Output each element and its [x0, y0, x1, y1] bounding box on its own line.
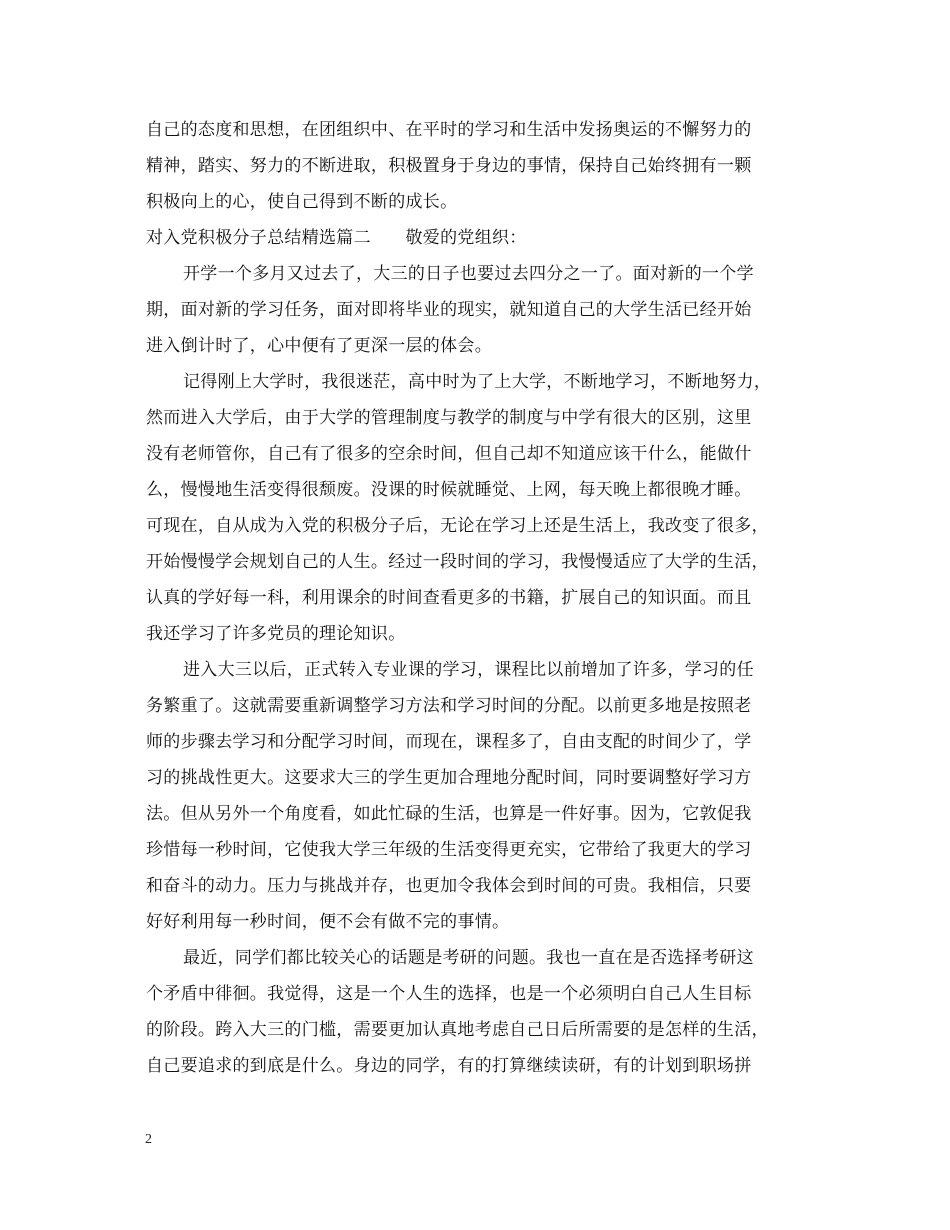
text-line: 开学一个多月又过去了，大三的日子也要过去四分之一了。面对新的一个学 [183, 264, 754, 284]
text-line: 开始慢慢学会规划自己的人生。经过一段时间的学习，我慢慢适应了大学的生活， [146, 552, 769, 572]
text-line: 师的步骤去学习和分配学习时间，而现在，课程多了，自由支配的时间少了，学 [146, 732, 752, 752]
text-line: 期，面对新的学习任务，面对即将毕业的现实，就知道自己的大学生活已经开始 [146, 300, 752, 320]
text-line: 自己要追求的到底是什么。身边的同学，有的打算继续读研，有的计划到职场拼 [146, 1056, 752, 1076]
text-line: 精神，踏实、努力的不断进取，积极置身于身边的事情，保持自己始终拥有一颗 [146, 156, 752, 176]
text-line: 珍惜每一秒时间，它使我大学三年级的生活变得更充实，它带给了我更大的学习 [146, 840, 752, 860]
text-line: 自己的态度和思想，在团组织中、在平时的学习和生活中发扬奥运的不懈努力的 [146, 120, 752, 140]
text-line: 可现在，自从成为入党的积极分子后，无论在学习上还是生活上，我改变了很多， [146, 516, 769, 536]
text-line: 积极向上的心，使自己得到不断的成长。 [146, 192, 458, 212]
text-line: 务繁重了。这就需要重新调整学习方法和学习时间的分配。以前更多地是按照老 [146, 696, 752, 716]
text-line: 进入大三以后，正式转入专业课的学习，课程比以前增加了许多，学习的任 [183, 660, 754, 680]
text-line: 个矛盾中徘徊。我觉得，这是一个人生的选择，也是一个必须明白自己人生目标 [146, 984, 752, 1004]
text-line: 认真的学好每一科，利用课余的时间查看更多的书籍，扩展自己的知识面。而且 [146, 588, 752, 608]
text-line: 么，慢慢地生活变得很颓废。没课的时候就睡觉、上网，每天晚上都很晚才睡。 [146, 480, 752, 500]
text-line: 最近，同学们都比较关心的话题是考研的问题。我也一直在是否选择考研这 [183, 948, 754, 968]
text-line: 没有老师管你，自己有了很多的空余时间，但自己却不知道应该干什么，能做什 [146, 444, 752, 464]
text-line: 我还学习了许多党员的理论知识。 [146, 624, 406, 644]
text-line: 和奋斗的动力。压力与挑战并存，也更加令我体会到时间的可贵。我相信，只要 [146, 876, 752, 896]
text-line: 然而进入大学后，由于大学的管理制度与教学的制度与中学有很大的区别，这里 [146, 408, 752, 428]
text-line: 习的挑战性更大。这要求大三的学生更加合理地分配时间，同时要调整好学习方 [146, 768, 752, 788]
text-line: 法。但从另外一个角度看，如此忙碌的生活，也算是一件好事。因为，它敦促我 [146, 804, 752, 824]
section-heading: 对入党积极分子总结精选篇二 敬爱的党组织： [146, 228, 527, 248]
text-line: 的阶段。跨入大三的门槛，需要更加认真地考虑自己日后所需要的是怎样的生活， [146, 1020, 769, 1040]
page-number: 2 [145, 1132, 152, 1147]
text-line: 记得刚上大学时，我很迷茫，高中时为了上大学，不断地学习，不断地努力， [183, 372, 772, 392]
text-line: 进入倒计时了，心中便有了更深一层的体会。 [146, 336, 492, 356]
text-line: 好好利用每一秒时间，便不会有做不完的事情。 [146, 912, 510, 932]
